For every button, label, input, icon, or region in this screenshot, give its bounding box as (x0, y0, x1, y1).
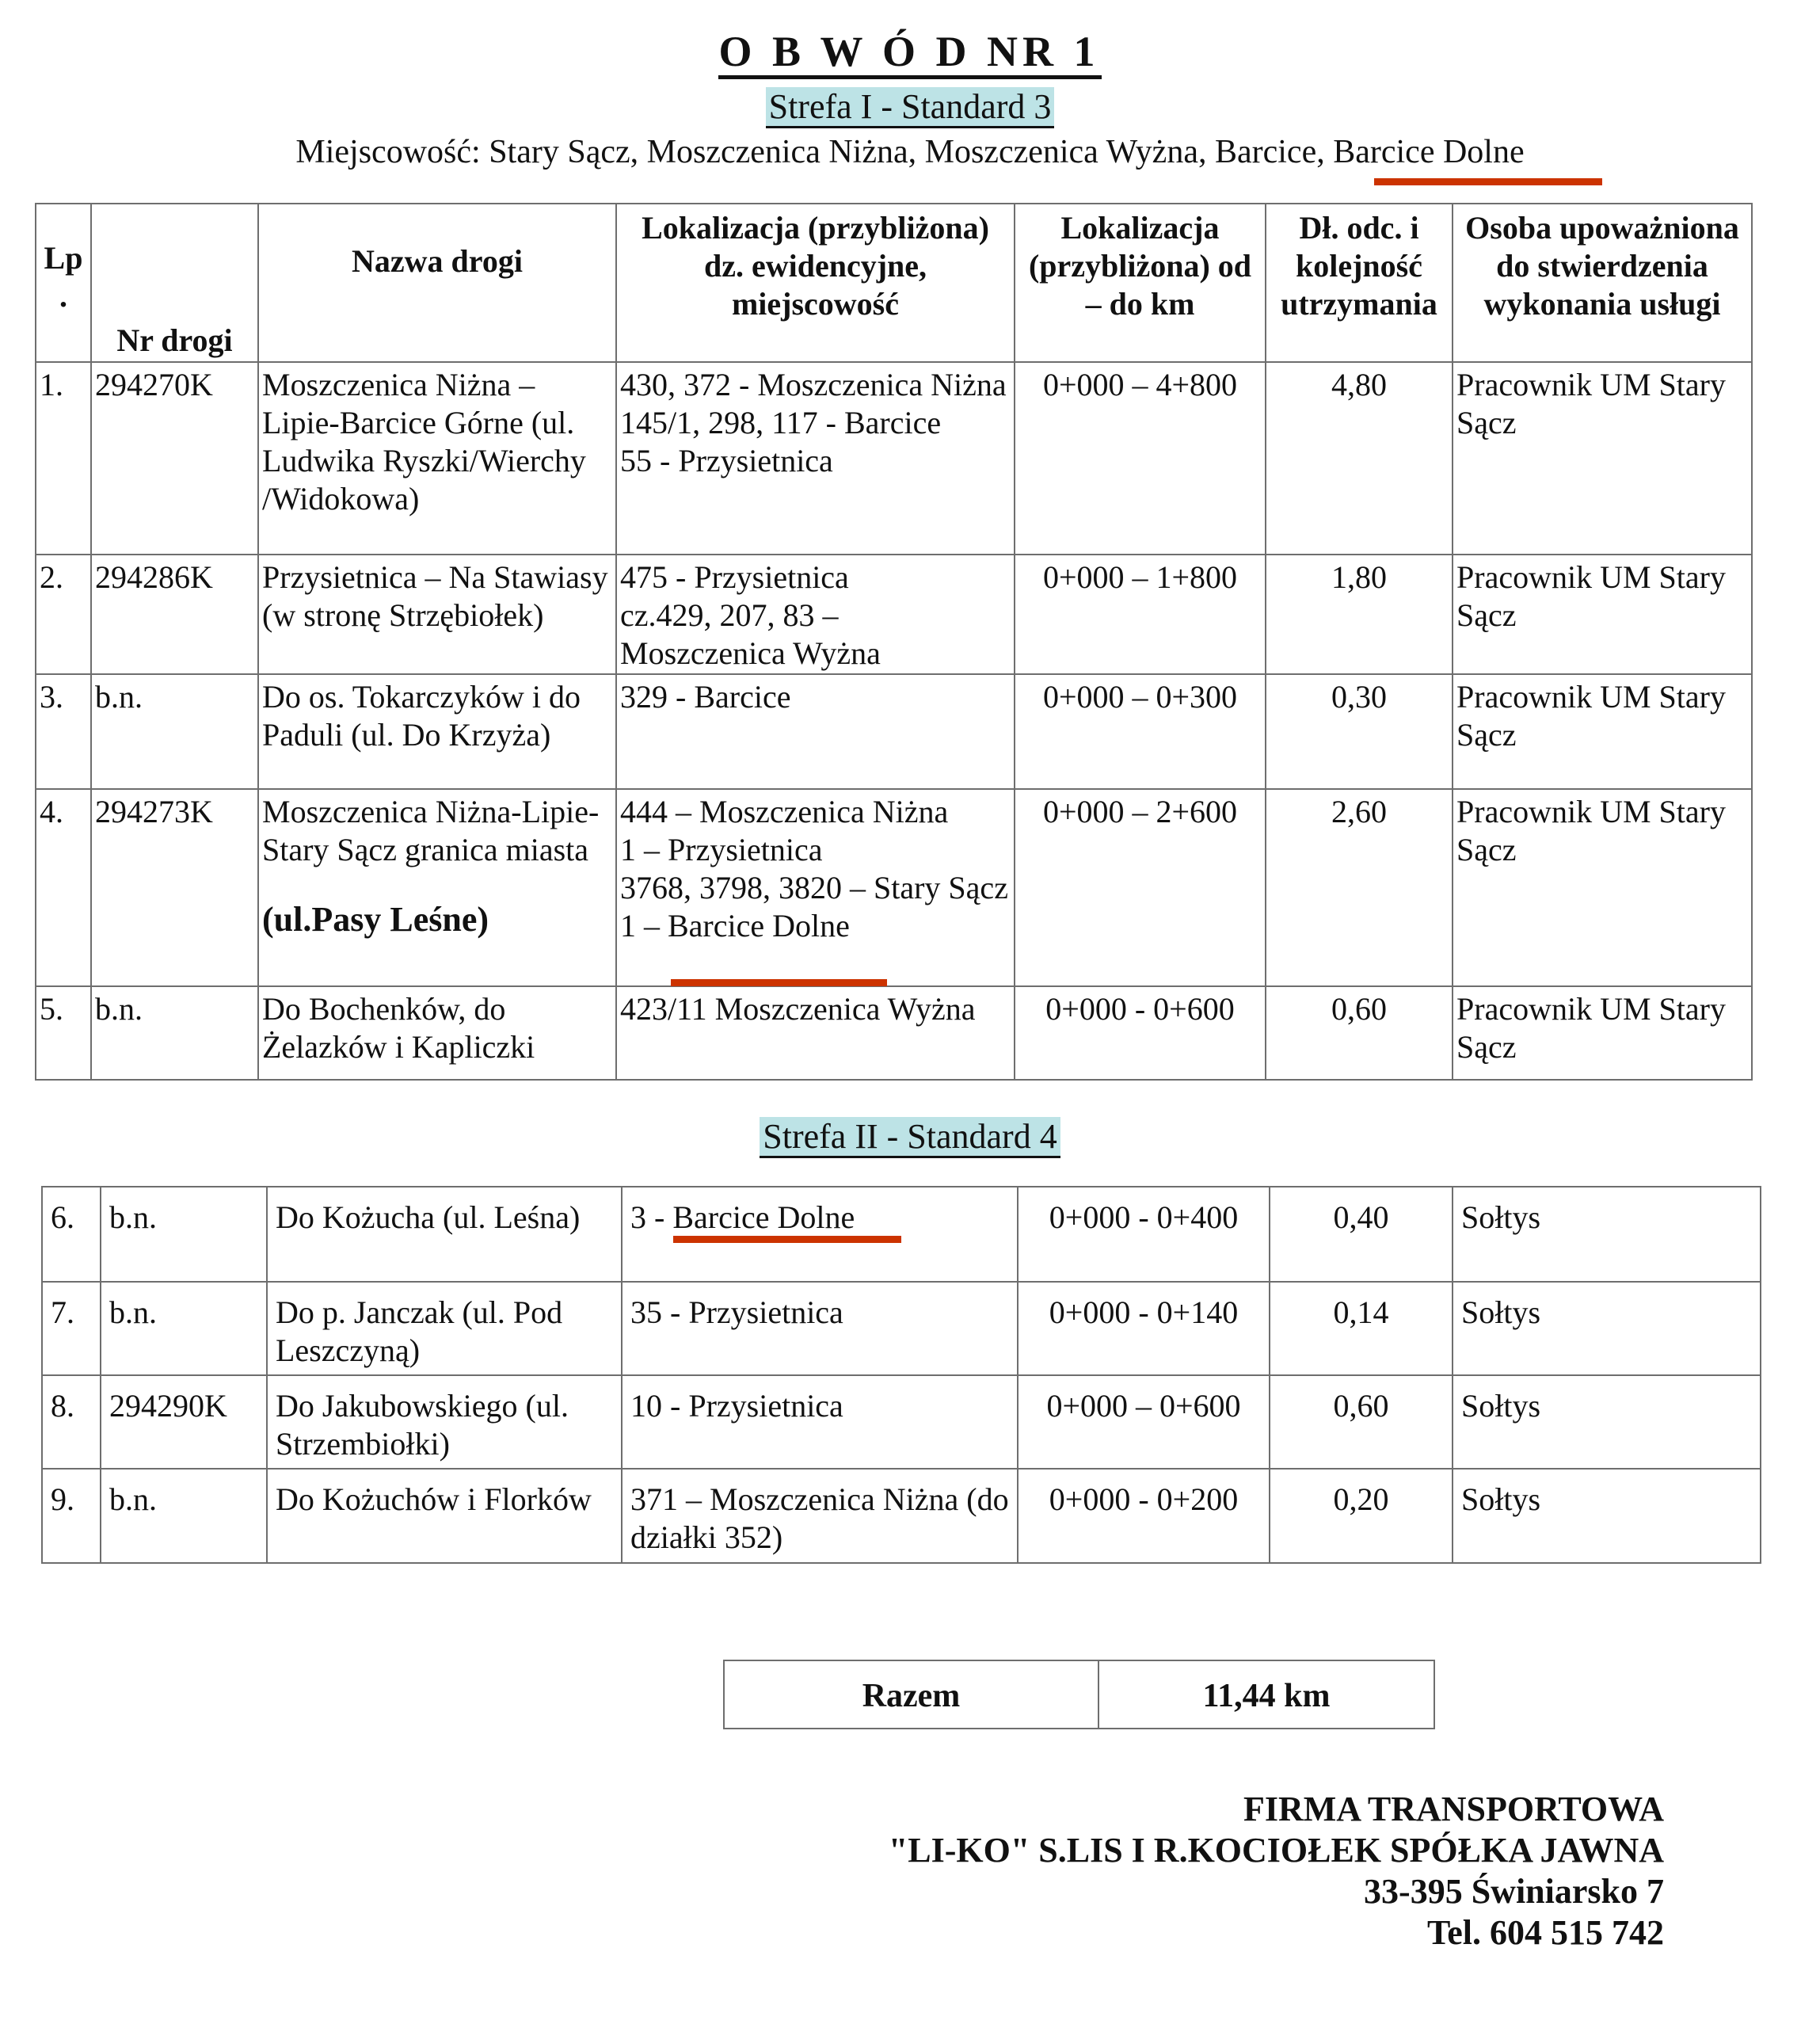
cell-person: Pracownik UM Stary Sącz (1453, 789, 1752, 986)
cell-km: 0+000 – 1+800 (1015, 555, 1266, 674)
localities-line (0, 133, 1820, 171)
cell-nr: 294273K (91, 789, 258, 986)
cell-loc: 444 – Moszczenica Niżna 1 – Przysietnica 3768, 3798, 3820 – Stary Sącz 1 – Barcice Dolne (616, 789, 1015, 986)
zone2-heading (0, 1115, 1820, 1158)
cell-loc: 10 - Przysietnica (622, 1375, 1018, 1469)
cell-loc: 3 - Barcice Dolne (622, 1187, 1018, 1282)
summary-label: Razem (724, 1660, 1098, 1729)
cell-person: Sołtys (1453, 1375, 1761, 1469)
header-person: Osoba upoważniona do stwierdzenia wykonania usługi (1453, 204, 1752, 362)
cell-lp: 7. (42, 1282, 101, 1375)
table-row (36, 362, 1752, 555)
cell-lp: 6. (42, 1187, 101, 1282)
cell-nr: b.n. (101, 1187, 267, 1282)
cell-nr: 294290K (101, 1375, 267, 1469)
cell-loc: 423/11 Moszczenica Wyżna (616, 986, 1015, 1080)
cell-person: Sołtys (1453, 1187, 1761, 1282)
cell-loc: 371 – Moszczenica Niżna (do działki 352) (622, 1469, 1018, 1563)
company-name: "LI-KO" S.LIS I R.KOCIOŁEK SPÓŁKA JAWNA (888, 1831, 1664, 1870)
cell-loc: 475 - Przysietnica cz.429, 207, 83 – Moszczenica Wyżna (616, 555, 1015, 674)
cell-loc: 430, 372 - Moszczenica Niżna 145/1, 298, 117 - Barcice 55 - Przysietnica (616, 362, 1015, 555)
cell-name: Przysietnica – Na Stawiasy (w stronę Strzębiołek) (258, 555, 616, 674)
header-lp: Lp . (36, 204, 91, 362)
cell-len: 4,80 (1266, 362, 1453, 555)
table-row (36, 555, 1752, 674)
cell-len: 0,60 (1270, 1375, 1453, 1469)
cell-len: 0,60 (1266, 986, 1453, 1080)
cell-nr: b.n. (101, 1469, 267, 1563)
cell-person: Pracownik UM Stary Sącz (1453, 674, 1752, 789)
cell-name: Do Kożuchów i Florków (267, 1469, 622, 1563)
company-line-1: FIRMA TRANSPORTOWA (1243, 1790, 1664, 1828)
table-row (36, 789, 1752, 986)
roads-table-zone1 (35, 203, 1753, 1081)
cell-km: 0+000 - 0+400 (1018, 1187, 1270, 1282)
red-underline-mark (673, 1236, 901, 1243)
cell-person: Pracownik UM Stary Sącz (1453, 555, 1752, 674)
cell-lp: 3. (36, 674, 91, 789)
cell-person: Pracownik UM Stary Sącz (1453, 986, 1752, 1080)
table-row (42, 1375, 1761, 1469)
cell-lp: 8. (42, 1375, 101, 1469)
cell-name: Moszczenica Niżna-Lipie-Stary Sącz granica miasta (ul.Pasy Leśne) (258, 789, 616, 986)
cell-len: 0,30 (1266, 674, 1453, 789)
cell-person: Sołtys (1453, 1469, 1761, 1563)
table-header-row (36, 204, 1752, 362)
summary-value: 11,44 km (1098, 1660, 1434, 1729)
cell-lp: 9. (42, 1469, 101, 1563)
document-title (0, 27, 1820, 76)
table-row (42, 1469, 1761, 1563)
cell-nr: b.n. (91, 986, 258, 1080)
table-row (36, 986, 1752, 1080)
cell-name: Do Jakubowskiego (ul. Strzembiołki) (267, 1375, 622, 1469)
zone1-label: Strefa I - Standard 3 (766, 87, 1055, 128)
cell-lp: 1. (36, 362, 91, 555)
cell-len: 2,60 (1266, 789, 1453, 986)
cell-lp: 4. (36, 789, 91, 986)
zone1-heading (0, 86, 1820, 128)
cell-name: Moszczenica Niżna – Lipie-Barcice Górne (ul. Ludwika Ryszki/Wierchy /Widokowa) (258, 362, 616, 555)
localities-highlight: Barcice Dolne (1333, 134, 1525, 170)
cell-name: Do Kożucha (ul. Leśna) (267, 1187, 622, 1282)
summary-table (723, 1660, 1435, 1729)
cell-nr: 294286K (91, 555, 258, 674)
cell-km: 0+000 - 0+140 (1018, 1282, 1270, 1375)
cell-nr: b.n. (91, 674, 258, 789)
cell-km: 0+000 – 0+600 (1018, 1375, 1270, 1469)
cell-km: 0+000 – 2+600 (1015, 789, 1266, 986)
cell-name: Do Bochenków, do Żelazków i Kapliczki (258, 986, 616, 1080)
company-phone: Tel. 604 515 742 (1426, 1913, 1664, 1952)
red-underline-mark (671, 979, 887, 986)
header-loc: Lokalizacja (przybliżona) dz. ewidencyjne, miejscowość (616, 204, 1015, 362)
cell-loc: 35 - Przysietnica (622, 1282, 1018, 1375)
cell-lp: 2. (36, 555, 91, 674)
cell-len: 1,80 (1266, 555, 1453, 674)
header-len: Dł. odc. i kolejność utrzymania (1266, 204, 1453, 362)
header-name: Nazwa drogi (258, 204, 616, 362)
table-row (42, 1187, 1761, 1282)
cell-name: Do os. Tokarczyków i do Paduli (ul. Do Krzyża) (258, 674, 616, 789)
title-text: O B W Ó D NR 1 (718, 28, 1101, 79)
street-name-bold: (ul.Pasy Leśne) (262, 900, 489, 939)
cell-km: 0+000 – 4+800 (1015, 362, 1266, 555)
cell-km: 0+000 - 0+200 (1018, 1469, 1270, 1563)
cell-person: Pracownik UM Stary Sącz (1453, 362, 1752, 555)
cell-km: 0+000 - 0+600 (1015, 986, 1266, 1080)
red-underline-mark (1374, 178, 1602, 185)
cell-len: 0,14 (1270, 1282, 1453, 1375)
cell-len: 0,40 (1270, 1187, 1453, 1282)
cell-name: Do p. Janczak (ul. Pod Leszczyną) (267, 1282, 622, 1375)
table-row (36, 674, 1752, 789)
cell-lp: 5. (36, 986, 91, 1080)
cell-nr: b.n. (101, 1282, 267, 1375)
header-km: Lokalizacja (przybliżona) od – do km (1015, 204, 1266, 362)
company-address: 33-395 Świniarsko 7 (1364, 1872, 1664, 1911)
localities-prefix: Miejscowość: Stary Sącz, Moszczenica Niżna, Moszczenica Wyżna, Barcice, (295, 134, 1334, 170)
cell-nr: 294270K (91, 362, 258, 555)
zone2-label: Strefa II - Standard 4 (760, 1117, 1060, 1158)
header-nr: Nr drogi (91, 204, 258, 362)
cell-loc: 329 - Barcice (616, 674, 1015, 789)
table-row (42, 1282, 1761, 1375)
company-stamp (0, 1789, 1820, 1954)
cell-person: Sołtys (1453, 1282, 1761, 1375)
roads-table-zone2 (41, 1186, 1761, 1564)
cell-km: 0+000 – 0+300 (1015, 674, 1266, 789)
cell-len: 0,20 (1270, 1469, 1453, 1563)
